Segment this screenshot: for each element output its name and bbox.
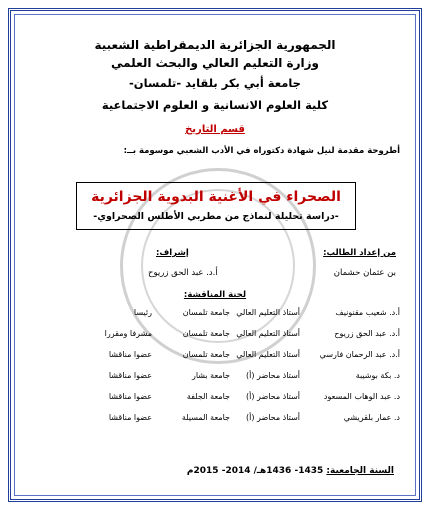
academic-year-label: السنة الجامعية: <box>326 466 394 476</box>
member-rank: أستاذ محاضر (أ) <box>246 392 300 401</box>
member-rank: أستاذ التعليم العالي <box>236 308 300 317</box>
thesis-intro: أطروحة مقدمة لنيل شهادة دكتوراه في الأدب الشعبي موسومة بــ: <box>123 146 400 156</box>
title-box <box>76 182 356 230</box>
supervisor-label: إشراف: <box>156 248 189 258</box>
department-heading: قسم التاريخ <box>185 124 245 135</box>
thesis-title: الصحراء في الأغنية البدوية الجزائرية <box>91 189 341 205</box>
member-role: عضوا مناقشا <box>108 392 152 401</box>
member-role: عضوا مناقشا <box>108 371 152 380</box>
academic-year-value: 1435- 1436هـ/ 2014- 2015م <box>186 466 324 476</box>
member-role: عضوا مناقشا <box>108 350 152 359</box>
member-name: أ.د. عبد الحق زريوح <box>334 329 400 338</box>
student-label: من إعداد الطالب: <box>323 248 396 258</box>
university-heading: جامعة أبي بكر بلقايد -تلمسان- <box>129 76 301 90</box>
member-name: أ.د. شعيب مقنونيف <box>335 308 400 317</box>
member-university: جامعة الجلفة <box>186 392 230 401</box>
member-role: عضوا مناقشا <box>108 413 152 422</box>
student-name: بن عثمان حشمان <box>333 268 396 278</box>
table-row <box>0 371 430 385</box>
member-name: د. بكة بوشيبة <box>355 371 400 380</box>
member-university: جامعة تلمسان <box>182 308 230 317</box>
table-row <box>0 308 430 322</box>
member-name: أ.د. عبد الرحمان فارسي <box>319 350 400 359</box>
member-rank: أستاذ التعليم العالي <box>236 329 300 338</box>
faculty-heading: كلية العلوم الانسانية و العلوم الاجتماعية <box>101 98 329 112</box>
committee-label: لجنة المناقشة: <box>183 290 247 300</box>
table-row <box>0 329 430 343</box>
member-university: جامعة تلمسان <box>182 329 230 338</box>
thesis-subtitle: -دراسة تحليلة لنماذج من مطربي الأطلس الصحراوي- <box>93 211 339 222</box>
member-role: مشرفا ومقررا <box>104 329 152 338</box>
member-university: جامعة تلمسان <box>182 350 230 359</box>
table-row <box>0 392 430 406</box>
member-university: جامعة بشار <box>191 371 230 380</box>
table-row <box>0 413 430 427</box>
member-name: د. عبد الوهاب المسعود <box>323 392 400 401</box>
member-rank: أستاذ التعليم العالي <box>236 350 300 359</box>
table-row <box>0 350 430 364</box>
member-rank: أستاذ محاضر (أ) <box>246 371 300 380</box>
member-role: رئيسا <box>133 308 152 317</box>
supervisor-name: أ.د. عبد الحق زريوح <box>148 268 218 278</box>
member-university: جامعة المسيلة <box>181 413 230 422</box>
republic-heading: الجمهورية الجزائرية الديمقراطية الشعبية <box>94 38 336 52</box>
ministry-heading: وزارة التعليم العالي والبحث العلمي <box>110 56 320 70</box>
member-rank: أستاذ محاضر (أ) <box>246 413 300 422</box>
academic-year <box>187 466 394 476</box>
member-name: د. عمار بلقريشي <box>343 413 400 422</box>
